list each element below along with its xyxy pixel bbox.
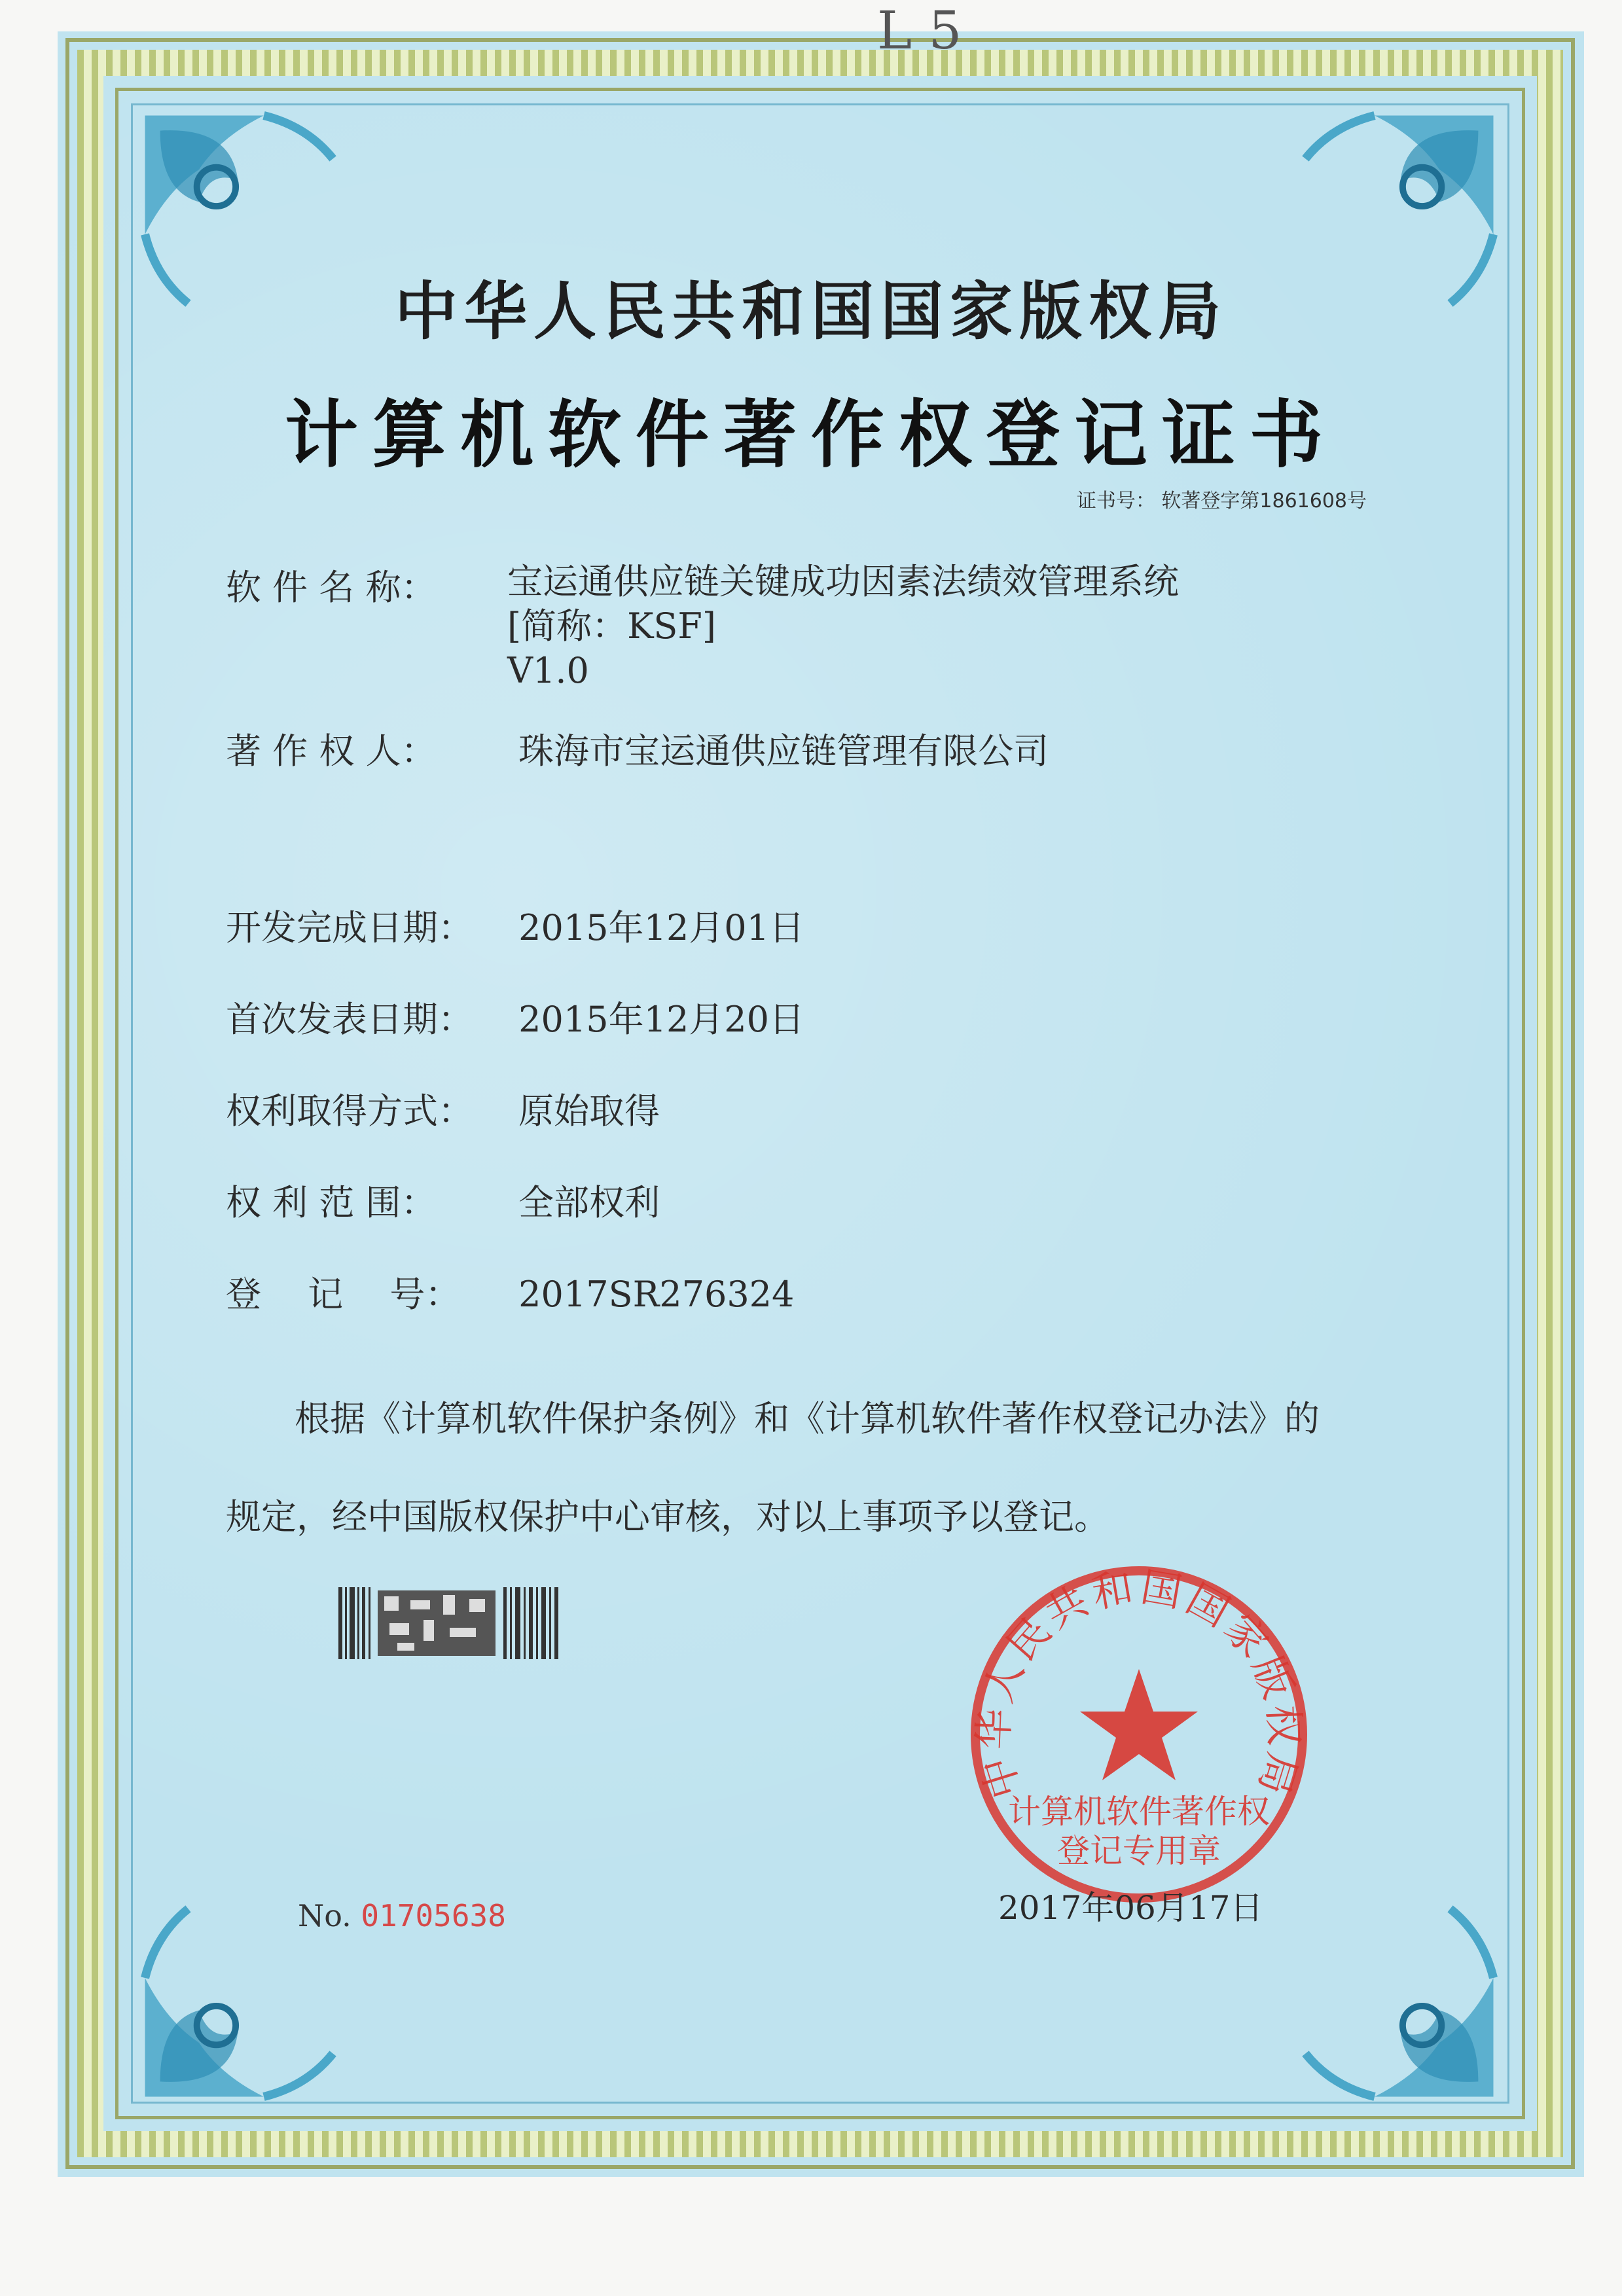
reg-number-row [226, 1266, 794, 1317]
dev-date-value: 2015年12月01日 [518, 907, 805, 948]
software-short-name: [简称：KSF] [507, 605, 716, 647]
issuer-title: 中华人民共和国国家版权局 [395, 274, 1227, 348]
corner-ornament-icon [1288, 1892, 1504, 2108]
svg-text:中华人民共和国国家版权局: 中华人民共和国国家版权局 [969, 1562, 1309, 1804]
copyright-owner-row [226, 723, 1049, 774]
software-version: V1.0 [507, 650, 589, 691]
dev-date-label: 开发完成日期： [226, 907, 473, 948]
acquisition-row [226, 1083, 660, 1134]
software-name-value [507, 560, 1179, 693]
statement-line-2: 规定，经中国版权保护中心审核，对以上事项予以登记。 [226, 1496, 1109, 1537]
barcode-icon [338, 1587, 561, 1659]
certificate-number-label: 证书号： [1076, 490, 1155, 512]
software-name-row [226, 560, 507, 610]
svg-text:登记专用章: 登记专用章 [1057, 1832, 1221, 1870]
serial-value: 01705638 [361, 1898, 506, 1933]
copyright-owner-value: 珠海市宝运通供应链管理有限公司 [518, 730, 1049, 772]
scope-value: 全部权利 [518, 1182, 660, 1223]
issue-date: 2017年06月17日 [998, 1889, 1263, 1927]
certificate-number [1077, 484, 1367, 513]
serial-label: No. [298, 1898, 351, 1933]
serial-number [298, 1898, 506, 1933]
acquisition-label: 权利取得方式： [226, 1090, 473, 1132]
pub-date-value: 2015年12月20日 [518, 999, 805, 1040]
dev-date-row [226, 900, 804, 950]
reg-number-value: 2017SR276324 [518, 1274, 795, 1315]
software-name-label: 软 件 名 称： [226, 567, 437, 608]
acquisition-value: 原始取得 [518, 1090, 660, 1132]
scope-label: 权 利 范 围： [226, 1182, 437, 1223]
statement-line-1: 根据《计算机软件保护条例》和《计算机软件著作权登记办法》的 [295, 1398, 1320, 1439]
reg-number-label: 登 记 号： [226, 1274, 461, 1315]
certificate-number-value: 软著登字第1861608号 [1161, 490, 1367, 512]
copyright-owner-label: 著 作 权 人： [226, 730, 437, 772]
certificate-title: 计算机软件著作权登记证书 [285, 392, 1337, 478]
official-seal [962, 1558, 1316, 1911]
scope-row [226, 1175, 660, 1225]
pub-date-label: 首次发表日期： [226, 999, 473, 1040]
handwritten-mark: L 5 [877, 0, 962, 61]
pub-date-row [226, 992, 804, 1042]
software-name-line: 宝运通供应链关键成功因素法绩效管理系统 [507, 561, 1179, 602]
svg-text:计算机软件著作权: 计算机软件著作权 [1008, 1793, 1270, 1831]
